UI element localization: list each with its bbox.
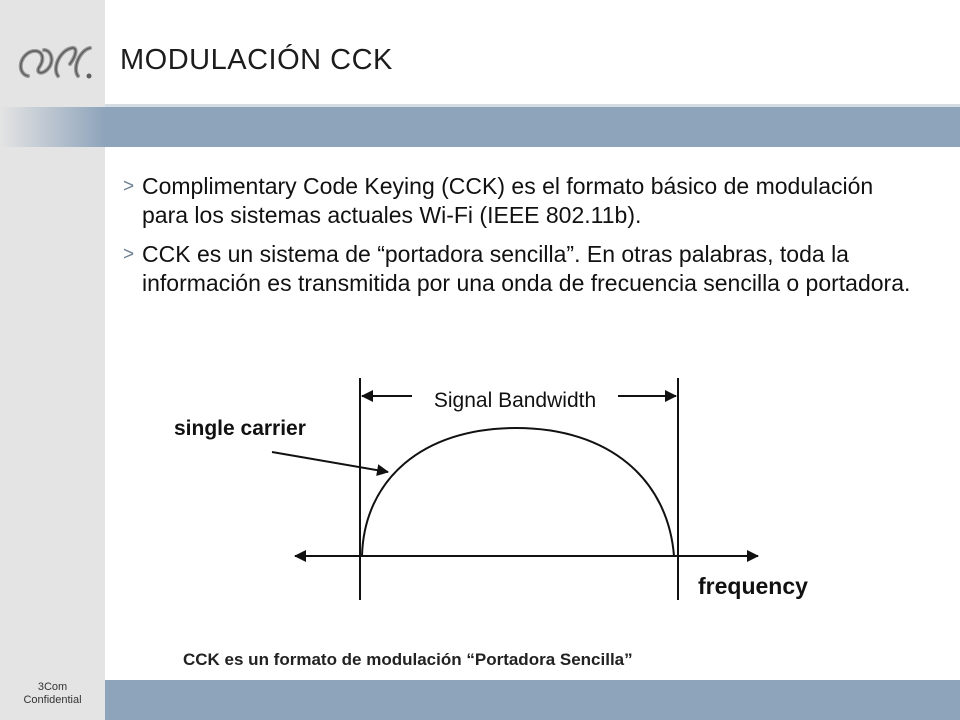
carrier-curve bbox=[362, 428, 674, 556]
slide-title: MODULACIÓN CCK bbox=[120, 44, 393, 76]
single-carrier-diagram bbox=[160, 360, 840, 610]
footer-label bbox=[0, 681, 105, 707]
carrier-pointer-arrow bbox=[272, 452, 388, 472]
bullet-text: Complimentary Code Keying (CCK) es el formato básico de modulación para los sistemas actuales Wi-Fi (IEEE 802.11b). bbox=[142, 173, 874, 228]
carrier-label: single carrier bbox=[174, 417, 306, 440]
bullet-item bbox=[123, 240, 923, 298]
footer-company: 3Com bbox=[37, 681, 68, 693]
header-band-fade bbox=[0, 107, 105, 147]
footer-band bbox=[105, 680, 960, 720]
bullet-list bbox=[123, 172, 923, 308]
diagram-caption: CCK es un formato de modulación “Portadora Sencilla” bbox=[183, 650, 633, 669]
bandwidth-label: Signal Bandwidth bbox=[433, 389, 597, 412]
footer-classification: Confidential bbox=[23, 694, 82, 706]
bullet-marker-icon: > bbox=[123, 176, 135, 197]
header-band bbox=[105, 107, 960, 147]
3com-logo-icon bbox=[14, 42, 96, 86]
frequency-label: frequency bbox=[698, 573, 808, 599]
bullet-text: CCK es un sistema de “portadora sencilla”. En otras palabras, toda la información es transmitida por una onda de frecuencia sencilla o portadora. bbox=[142, 241, 911, 296]
bullet-marker-icon: > bbox=[123, 244, 135, 265]
bullet-item bbox=[123, 172, 923, 230]
